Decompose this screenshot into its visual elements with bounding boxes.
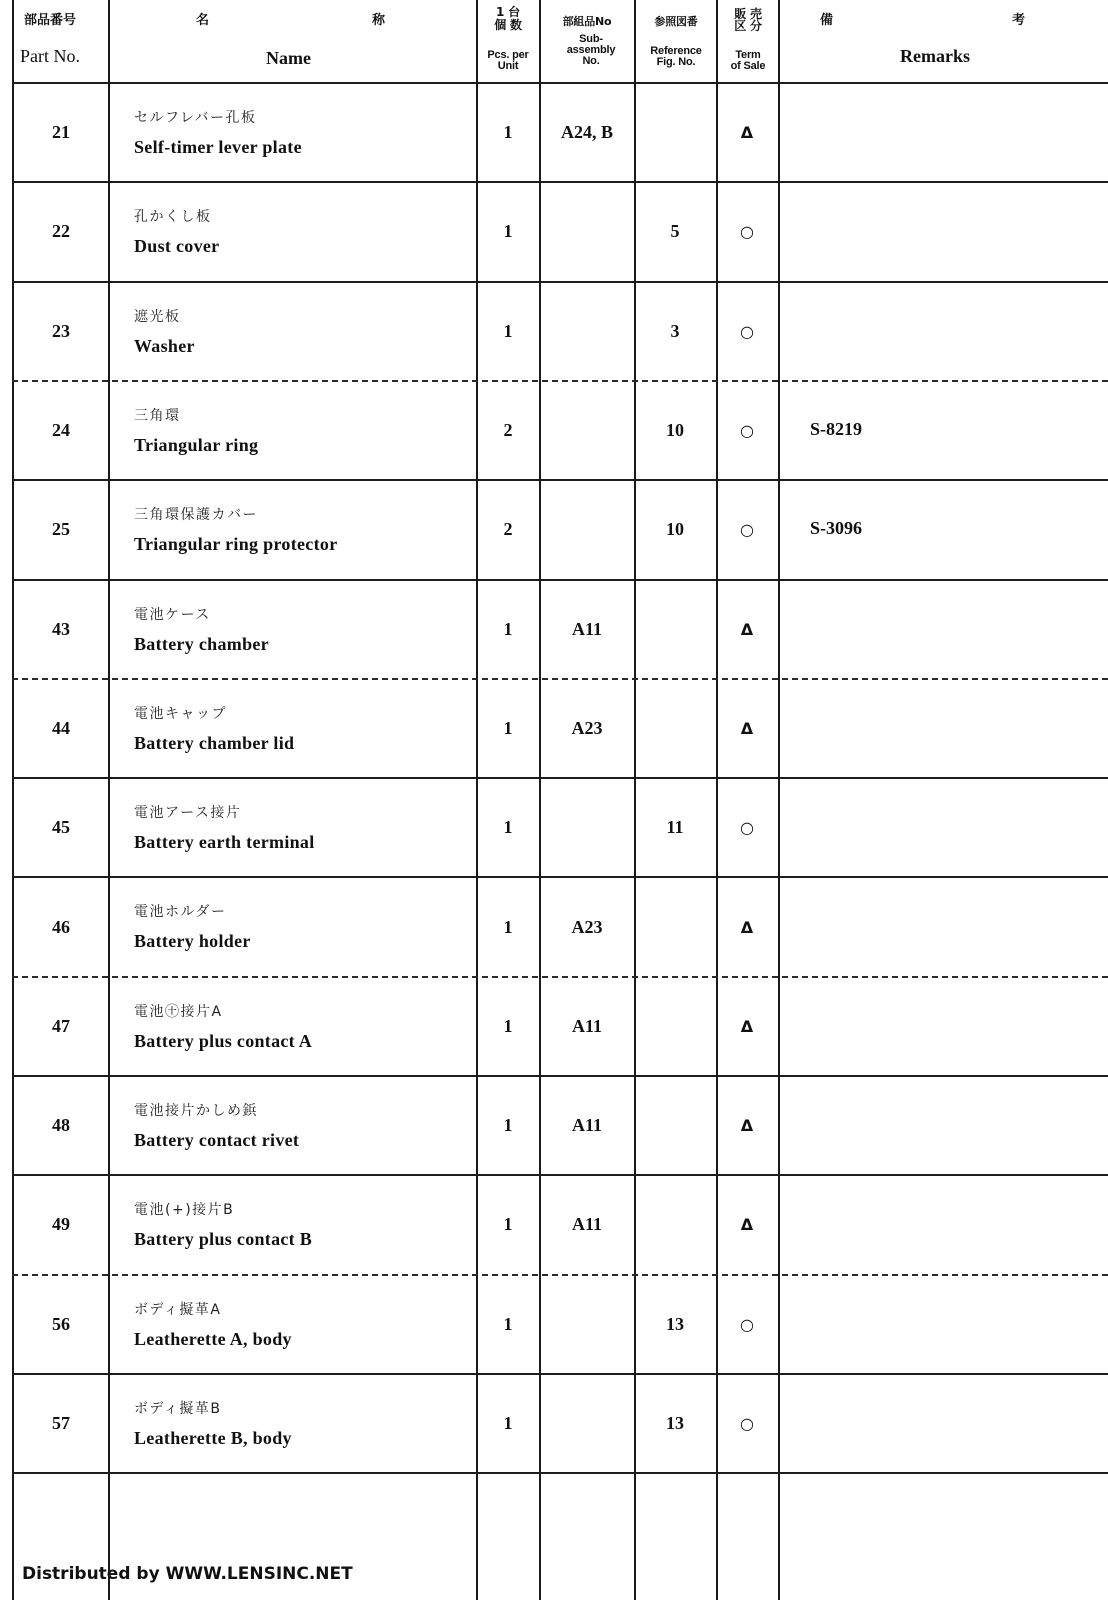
header-pcs-en	[478, 50, 538, 72]
column-divider	[778, 0, 780, 1600]
header-bottom-rule	[12, 82, 1108, 84]
part-name-jp: ボディ擬革A	[134, 1301, 222, 1318]
column-divider	[108, 0, 110, 1600]
subassembly-no	[541, 417, 633, 445]
part-name-en: Battery earth terminal	[134, 832, 315, 853]
term-of-sale-mark: ○	[740, 818, 754, 838]
remarks-value: S-3096	[810, 517, 863, 538]
header-sub-en-text: Sub- assembly No.	[566, 33, 616, 67]
subassembly-no: A11	[571, 1214, 602, 1235]
header-remarks-jp-2: 考	[1012, 13, 1026, 28]
row-divider	[12, 380, 1108, 382]
term-of-sale-mark: Δ	[740, 619, 754, 639]
part-name-en: Triangular ring	[134, 434, 259, 455]
part-number: 23	[52, 320, 70, 341]
pcs-per-unit: 1	[503, 1413, 513, 1434]
part-name-jp: 三角環	[134, 407, 181, 424]
part-number: 24	[52, 420, 70, 441]
reference-fig-no: 3	[670, 320, 680, 341]
part-number: 25	[52, 519, 70, 540]
row-divider	[12, 1373, 1108, 1375]
part-number: 49	[52, 1214, 70, 1235]
subassembly-no: A24, B	[560, 122, 613, 143]
part-name-en: Washer	[134, 335, 195, 356]
row-divider	[12, 181, 1108, 183]
term-of-sale-mark: ○	[740, 321, 754, 341]
header-ref-en-text: Reference Fig. No.	[650, 45, 702, 68]
term-of-sale-mark: Δ	[740, 1016, 754, 1036]
row-divider	[12, 1472, 1108, 1474]
part-number: 47	[52, 1015, 70, 1036]
part-number: 21	[52, 122, 70, 143]
part-name-en: Leatherette A, body	[134, 1328, 292, 1349]
reference-fig-no: 13	[666, 1313, 684, 1334]
row-divider	[12, 1274, 1108, 1276]
pcs-per-unit: 1	[503, 1015, 513, 1036]
subassembly-no	[541, 218, 633, 246]
reference-fig-no	[636, 615, 714, 643]
part-name-jp: 電池(+)接片B	[134, 1202, 235, 1219]
subassembly-no	[541, 1310, 633, 1338]
header-name-jp-2: 称	[372, 13, 386, 28]
row-divider	[12, 1174, 1108, 1176]
term-of-sale-mark: Δ	[740, 1116, 754, 1136]
pcs-per-unit: 2	[503, 519, 513, 540]
pcs-per-unit: 1	[503, 1115, 513, 1136]
header-remarks-jp-1: 備	[820, 13, 834, 28]
remarks-value: S-8219	[810, 418, 863, 439]
pcs-per-unit: 1	[503, 1214, 513, 1235]
header-term-en-text: Term of Sale	[730, 49, 766, 72]
header-ref-jp	[638, 16, 714, 27]
term-of-sale-mark: ○	[740, 1314, 754, 1334]
reference-fig-no: 10	[666, 519, 684, 540]
reference-fig-no: 5	[670, 221, 680, 242]
term-of-sale-mark: Δ	[740, 917, 754, 937]
part-number: 22	[52, 221, 70, 242]
pcs-per-unit: 1	[503, 717, 513, 738]
reference-fig-no	[636, 913, 714, 941]
part-name-jp: 電池アース接片	[134, 805, 242, 822]
pcs-per-unit: 1	[503, 1313, 513, 1334]
header-ref-en	[636, 46, 716, 68]
header-part-no-jp: 部品番号	[24, 13, 77, 28]
header-pcs-jp-text: 1 台 個 数	[494, 5, 522, 32]
part-number: 45	[52, 817, 70, 838]
part-number: 57	[52, 1413, 70, 1434]
part-name-jp: 三角環保護カバー	[134, 507, 258, 524]
reference-fig-no	[636, 119, 714, 147]
header-sub-en	[546, 34, 632, 67]
reference-fig-no: 13	[666, 1413, 684, 1434]
term-of-sale-mark: ○	[740, 1414, 754, 1434]
row-divider	[12, 678, 1108, 680]
reference-fig-no: 11	[666, 817, 684, 838]
part-number: 48	[52, 1115, 70, 1136]
header-pcs-en-text: Pcs. per Unit	[487, 49, 529, 72]
header-sub-jp	[546, 16, 628, 27]
term-of-sale-mark: Δ	[740, 1215, 754, 1235]
header-sub-jp-text: 部組品No	[562, 15, 612, 28]
header-part-no-en: Part No.	[20, 46, 80, 66]
row-divider	[12, 777, 1108, 779]
pcs-per-unit: 1	[503, 221, 513, 242]
part-name-jp: ボディ擬革B	[134, 1400, 222, 1417]
subassembly-no: A11	[571, 618, 602, 639]
part-name-en: Battery contact rivet	[134, 1130, 300, 1150]
part-name-jp: 電池ケース	[134, 606, 211, 623]
part-name-en: Dust cover	[134, 236, 220, 257]
part-number: 56	[52, 1313, 70, 1334]
subassembly-no	[541, 814, 633, 842]
pcs-per-unit: 1	[503, 320, 513, 341]
pcs-per-unit: 1	[503, 916, 513, 937]
subassembly-no: A23	[571, 916, 603, 937]
header-remarks-en: Remarks	[900, 46, 970, 66]
header-term-en	[718, 50, 778, 72]
reference-fig-no	[636, 1211, 714, 1239]
reference-fig-no: 10	[666, 420, 684, 441]
part-name-jp: 孔かくし板	[134, 209, 212, 226]
part-number: 43	[52, 618, 70, 639]
pcs-per-unit: 1	[503, 817, 513, 838]
part-name-en: Battery plus contact B	[134, 1229, 313, 1250]
row-divider	[12, 281, 1108, 283]
header-term-jp	[718, 8, 778, 32]
part-name-en: Leatherette B, body	[134, 1427, 292, 1448]
part-name-jp: 電池ホルダー	[134, 904, 227, 921]
part-number: 46	[52, 916, 70, 937]
part-name-jp: 電池㊉接片A	[134, 1003, 223, 1020]
part-name-jp: 遮光板	[134, 308, 181, 325]
row-divider	[12, 579, 1108, 581]
header-term-jp-text: 販 売 区 分	[734, 7, 762, 33]
term-of-sale-mark: Δ	[740, 718, 754, 738]
part-name-en: Battery holder	[134, 931, 251, 952]
part-name-en: Triangular ring protector	[134, 534, 338, 555]
term-of-sale-mark: Δ	[740, 123, 754, 143]
subassembly-no	[541, 317, 633, 345]
part-name-en: Self-timer lever plate	[134, 137, 302, 157]
header-pcs-jp	[484, 6, 532, 32]
reference-fig-no	[636, 1112, 714, 1140]
reference-fig-no	[636, 1012, 714, 1040]
header-name-en: Name	[266, 48, 311, 68]
subassembly-no	[541, 516, 633, 544]
header-ref-jp-text: 参照図番	[654, 15, 698, 28]
pcs-per-unit: 2	[503, 420, 513, 441]
term-of-sale-mark: ○	[740, 222, 754, 242]
row-divider	[12, 976, 1108, 978]
part-name-jp: 電池接片かしめ鋲	[134, 1103, 258, 1119]
row-divider	[12, 876, 1108, 878]
part-name-en: Battery chamber	[134, 633, 269, 654]
pcs-per-unit: 1	[503, 618, 513, 639]
subassembly-no: A23	[571, 717, 603, 738]
header-name-jp-1: 名	[196, 13, 210, 28]
term-of-sale-mark: ○	[740, 520, 754, 540]
pcs-per-unit: 1	[503, 122, 513, 143]
part-number: 44	[52, 717, 70, 738]
row-divider	[12, 1075, 1108, 1077]
distributor-footer: Distributed by WWW.LENSINC.NET	[22, 1564, 353, 1584]
row-divider	[12, 479, 1108, 481]
part-name-en: Battery plus contact A	[134, 1030, 313, 1051]
part-name-jp: 電池キャップ	[134, 705, 227, 722]
part-name-jp: セルフレバー孔板	[134, 110, 257, 126]
subassembly-no: A11	[571, 1115, 602, 1136]
term-of-sale-mark: ○	[740, 421, 754, 441]
subassembly-no: A11	[571, 1015, 602, 1036]
subassembly-no	[541, 1410, 633, 1438]
part-name-en: Battery chamber lid	[134, 732, 295, 753]
reference-fig-no	[636, 714, 714, 742]
